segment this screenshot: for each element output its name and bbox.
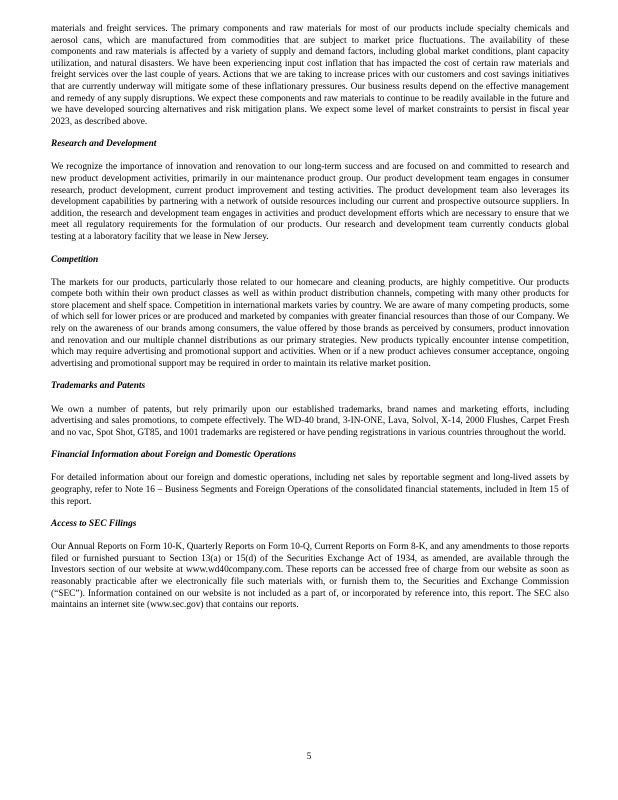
section-body-sec-filings: Our Annual Reports on Form 10-K, Quarterly Reports on Form 10-Q, Current Reports on Form 8-K, and any amendments to those reports filed or furnished pursuant to Section 13(a) or 15(d) of the Securities Exchange Act of 1934, as amended, are available through the Investors section of our website at www.wd40company.com. These reports can be accessed free of charge from our website as soon as reasonably practicable after we electronically file such materials with, or furnish them to, the Securities and Exchange Commission (“SEC”). Information contained on our website is not included as a part of, or incorporated by reference into, this report. The SEC also maintains an internet site (www.sec.gov) that contains our reports. xyxy=(51,542,569,611)
section-body-competition: The markets for our products, particularly those related to our homecare and cleaning products, are highly competitive. Our products compete both within their own product classes as well as within product distribution channels, competing with many other products for store placement and shelf space. Competition in international markets varies by country. We are aware of many competing products, some of which sell for lower prices or are produced and marketed by companies with greater financial resources than those of our Company. We rely on the awareness of our brands among consumers, the value offered by those brands as perceived by consumers, product innovation and renovation and our multiple channel distributions as our primary strategies. New products typically encounter intense competition, which may require advertising and promotional support and activities. When or if a new product achieves consumer acceptance, ongoing advertising and promotional support may be required in order to maintain its relative market position. xyxy=(51,277,569,369)
page-number: 5 xyxy=(306,752,312,762)
section-heading-sec-filings: Access to SEC Filings xyxy=(51,519,137,530)
intro-paragraph: materials and freight services. The primary components and raw materials for most of our products include specialty chemicals and aerosol cans, which are manufactured from commodities that are subject to market price fluctuations. The availability of these components and raw materials is affected by a variety of supply and demand factors, including global market conditions, plant capacity utilization, and natural disasters. We have been experiencing input cost inflation that has impacted the cost of certain raw materials and freight services over the last couple of years. Actions that we are taking to increase prices with our customers and cost savings initiatives that are currently underway will mitigate some of these inflationary pressures. Our business results depend on the effective management and remedy of any supply disruptions. We expect these components and raw materials to continue to be readily available in the future and we have developed sourcing alternatives and risk mitigation plans. We expect some level of market constraints to persist in fiscal year 2023, as described above. xyxy=(51,24,569,127)
section-heading-competition: Competition xyxy=(51,254,99,265)
document-page xyxy=(51,24,569,623)
section-body-research: We recognize the importance of innovation and renovation to our long-term success and are focused on and committed to research and new product development activities, primarily in our maintenance product group. Our product development team engages in consumer research, product development, current product improvement and testing activities. The product development team also leverages its development capabilities by partnering with a network of outside resources including our current and prospective outsource suppliers. In addition, the research and development team engages in activities and product development efforts which are necessary to ensure that we meet all regulatory requirements for the formulation of our products. Our research and development team currently conducts global testing at a laboratory facility that we lease in New Jersey. xyxy=(51,162,569,242)
section-heading-research: Research and Development xyxy=(51,139,157,150)
section-heading-financial-info: Financial Information about Foreign and Domestic Operations xyxy=(51,450,297,461)
section-heading-trademarks: Trademarks and Patents xyxy=(51,381,146,392)
section-body-financial-info: For detailed information about our foreign and domestic operations, including net sales by reportable segment and long-lived assets by geography, refer to Note 16 – Business Segments and Foreign Operations of the consolidated financial statements, included in Item 15 of this report. xyxy=(51,473,569,507)
section-body-trademarks: We own a number of patents, but rely primarily upon our established trademarks, brand names and marketing efforts, including advertising and sales promotions, to compete effectively. The WD-40 brand, 3-IN-ONE, Lava, Solvol, X-14, 2000 Flushes, Carpet Fresh and no vac, Spot Shot, GT85, and 1001 trademarks are registered or have pending registrations in various countries throughout the world. xyxy=(51,404,569,438)
